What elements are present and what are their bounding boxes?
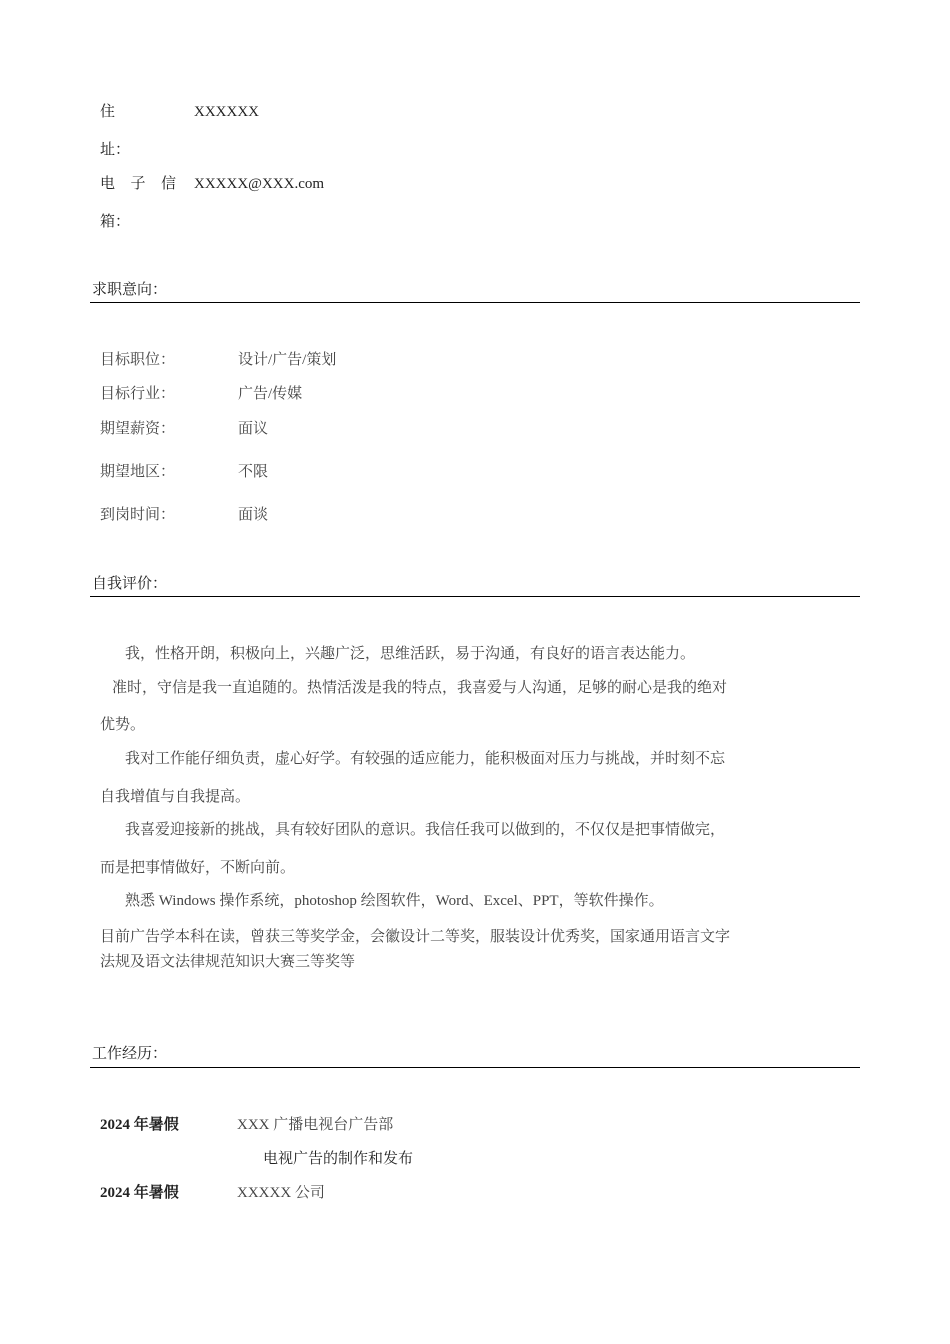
email-label-char: 子: [130, 176, 146, 192]
self-eval-line: 我喜爱迎接新的挑战，具有较好团队的意识。我信任我可以做到的，不仅仅是把事情做完，: [125, 822, 726, 838]
intent-heading: 求职意向：: [92, 282, 168, 298]
self-eval-line: 而是把事情做好，不断向前。: [100, 860, 296, 876]
self-eval-line: 准时，守信是我一直追随的。热情活泼是我的特点，我喜爱与人沟通，足够的耐心是我的绝对: [112, 680, 728, 696]
email-value: XXXXX@XXX.com: [194, 176, 325, 192]
work-company: XXXXX 公司: [237, 1185, 325, 1201]
intent-label: 期望薪资：: [100, 421, 176, 437]
intent-label: 期望地区：: [100, 464, 176, 480]
address-label-top: 住: [100, 104, 116, 120]
address-value: XXXXXX: [194, 104, 259, 120]
work-date: 2024 年暑假: [100, 1117, 179, 1133]
work-date: 2024 年暑假: [100, 1185, 179, 1201]
work-company: XXX 广播电视台广告部: [237, 1117, 394, 1133]
work-description: 电视广告的制作和发布: [263, 1151, 414, 1167]
self-eval-line: 法规及语文法律规范知识大赛三等奖等: [100, 954, 356, 970]
email-label-char: 电: [100, 176, 116, 192]
intent-label: 目标行业：: [100, 386, 176, 402]
intent-value: 不限: [238, 464, 269, 480]
email-label-bottom: 箱：: [100, 214, 131, 230]
self-eval-line: 我，性格开朗，积极向上，兴趣广泛，思维活跃，易于沟通，有良好的语言表达能力。: [125, 646, 696, 662]
intent-label: 到岗时间：: [100, 507, 176, 523]
intent-value: 面议: [238, 421, 269, 437]
intent-value: 面谈: [238, 507, 269, 523]
self-eval-heading: 自我评价：: [92, 576, 168, 592]
intent-value: 设计/广告/策划: [238, 352, 337, 368]
self-eval-divider: [90, 596, 860, 597]
email-label-char: 信: [160, 176, 176, 192]
intent-label: 目标职位：: [100, 352, 176, 368]
self-eval-line: 优势。: [100, 717, 146, 733]
self-eval-line: 熟悉 Windows 操作系统，photoshop 绘图软件，Word、Excel、PPT，等软件操作。: [125, 893, 664, 909]
intent-value: 广告/传媒: [238, 386, 303, 402]
work-heading: 工作经历：: [92, 1046, 168, 1062]
email-label-top: [100, 174, 176, 194]
work-divider: [90, 1067, 860, 1068]
self-eval-line: 我对工作能仔细负责，虚心好学。有较强的适应能力，能积极面对压力与挑战，并时刻不忘: [125, 751, 726, 767]
address-label-bottom: 址：: [100, 142, 131, 158]
self-eval-line: 目前广告学本科在读，曾获三等奖学金，会徽设计二等奖，服装设计优秀奖，国家通用语言文字: [100, 929, 731, 945]
self-eval-line: 自我增值与自我提高。: [100, 789, 251, 805]
intent-divider: [90, 302, 860, 303]
